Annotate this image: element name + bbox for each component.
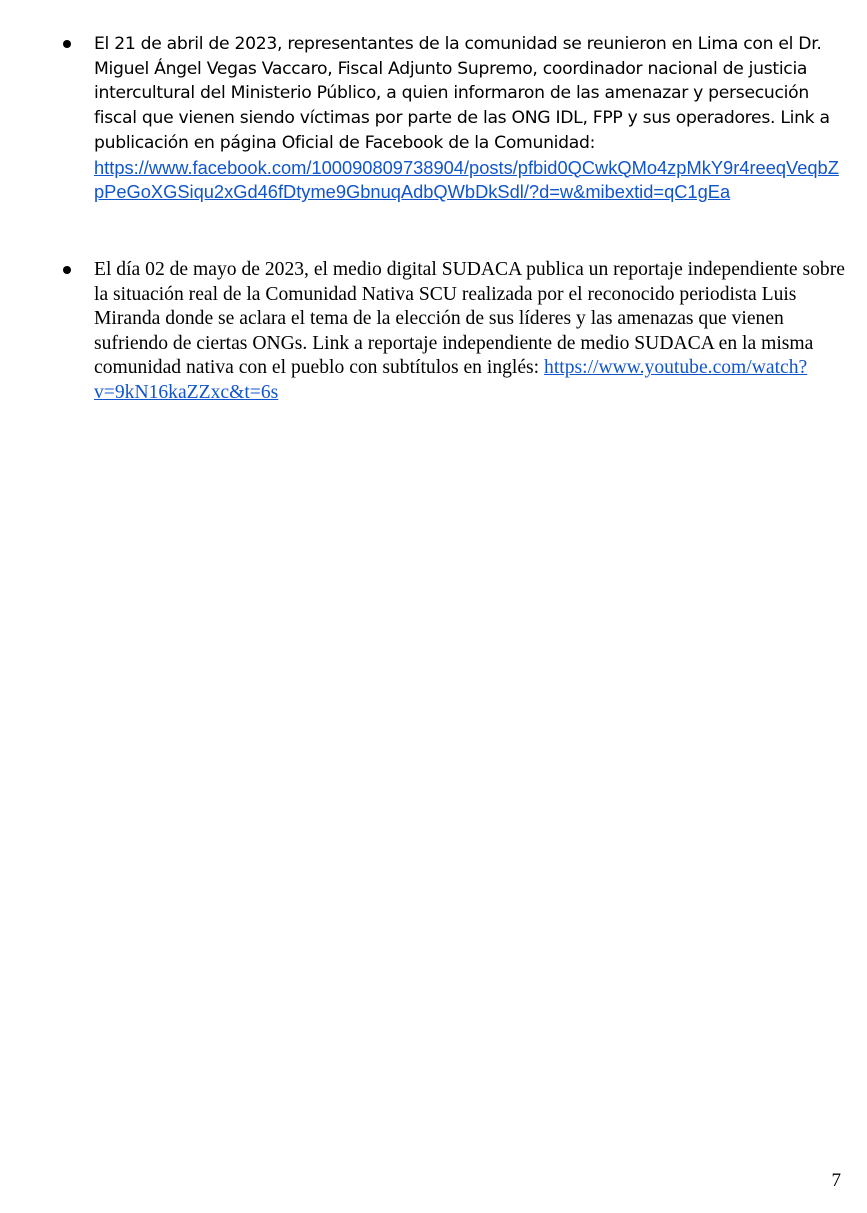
list-item-content (94, 258, 848, 406)
list-item-content (94, 32, 848, 205)
page-number: 7 (831, 1170, 841, 1191)
list-item (58, 32, 848, 205)
youtube-link[interactable]: https://www.youtube.com/watch?v=9kN16kaZZxc&t=6s (94, 357, 808, 403)
bullet-icon (63, 40, 71, 48)
paragraph-text: El día 02 de mayo de 2023, el medio digital SUDACA publica un reportaje independiente sobre la situación real de la Comunidad Nativa SCU realizada por el reconocido periodista Luis Miranda donde se aclara el tema de la elección de sus líderes y las amenazas que vienen sufriendo de ciertas ONGs. Link a reportaje independiente de medio SUDACA en la misma comunidad nativa con el pueblo con subtítulos en inglés: (94, 259, 845, 379)
bullet-icon (63, 266, 71, 274)
paragraph-text: El 21 de abril de 2023, representantes de la comunidad se reunieron en Lima con el Dr. Miguel Ángel Vegas Vaccaro, Fiscal Adjunto Supremo, coordinador nacional de justicia intercultural del Ministerio Público, a quien informaron de las amenazar y persecución fiscal que vienen siendo víctimas por parte de las ONG IDL, FPP y sus operadores. Link a publicación en página Oficial de Facebook de la Comunidad: (94, 34, 830, 153)
facebook-link[interactable]: https://www.facebook.com/100090809738904/posts/pfbid0QCwkQMo4zpMkY9r4reeqVeqbZpPeGoXGSiqu2xGd46fDtyme9GbnuqAdbQWbDkSdl/?d=w&mibextid=qC1gEa (94, 156, 839, 203)
list-item (58, 258, 848, 406)
